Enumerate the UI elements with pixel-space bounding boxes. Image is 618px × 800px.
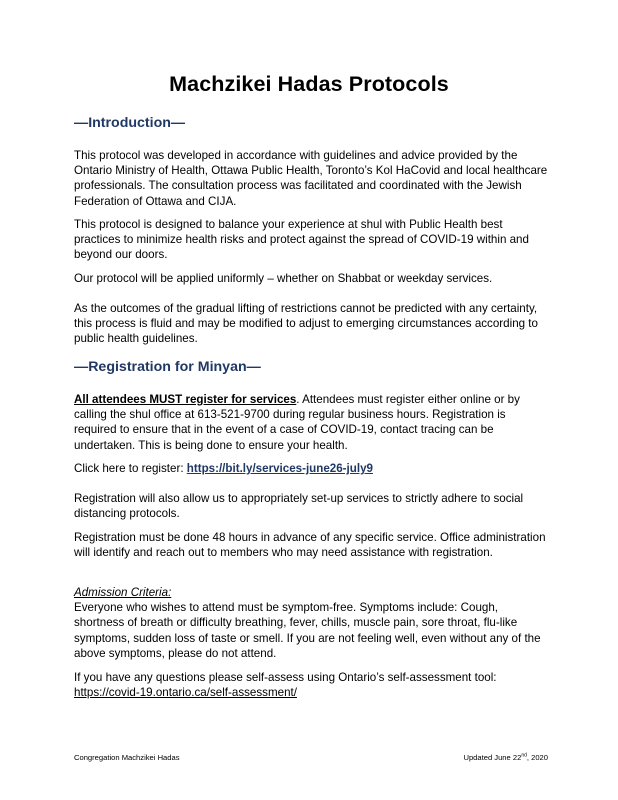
footer-updated-sup: nd <box>521 752 527 759</box>
admission-criteria-label: Admission Criteria: <box>74 586 172 599</box>
self-assessment-link[interactable]: https://covid-19.ontario.ca/self-assessment/ <box>74 686 297 700</box>
admission-criteria <box>74 585 548 661</box>
register-requirement-emphasis: All attendees MUST register for services <box>74 393 297 406</box>
admission-criteria-text: Everyone who wishes to attend must be symptom-free. Symptoms include: Cough, shortness of breath or difficulty breathing, fever, chills, muscle pain, sore throat, flu-like symptoms, sudden loss of taste or smell. If you are not feeling well, even without any of the above symptoms, please do not attend. <box>74 601 541 660</box>
intro-paragraph-3 <box>74 271 548 286</box>
registration-paragraph-1-text <box>74 392 548 453</box>
registration-paragraph-1-rest: . Attendees must register either online or by calling the shul office at 613-521-9700 during regular business hours. Registration is required to ensure that in the event of a case of COVID-19, contact tracing can be undertaken. This is being done to ensure your health. <box>74 393 520 452</box>
registration-link-line <box>74 461 548 476</box>
registration-paragraph-2 <box>74 461 548 476</box>
self-assessment <box>74 670 548 700</box>
section-heading-introduction: —Introduction— <box>74 115 186 131</box>
intro-paragraph-2 <box>74 217 548 263</box>
registration-paragraph-1 <box>74 392 548 453</box>
page-title: Machzikei Hadas Protocols <box>169 72 449 96</box>
footer-congregation: Congregation Machzikei Hadas <box>74 753 180 762</box>
footer-updated-suffix: , 2020 <box>526 753 548 762</box>
register-link-prefix: Click here to register: <box>74 462 187 475</box>
intro-paragraph-4-text: As the outcomes of the gradual lifting of restrictions cannot be predicted with any certainty, this process is fluid and may be modified to adjust to emerging circumstances according to public health guidelines. <box>74 302 538 346</box>
registration-paragraph-4-text: Registration must be done 48 hours in advance of any specific service. Office administration will identify and reach out to members who may need assistance with registration. <box>74 531 546 560</box>
intro-paragraph-1-text: This protocol was developed in accordance with guidelines and advice provided by the Ontario Ministry of Health, Ottawa Public Health, Toronto’s Kol HaCovid and local healthcare professionals. The consultation process was facilitated and coordinated with the Jewish Federation of Ottawa and CIJA. <box>74 149 548 208</box>
footer-updated-date <box>463 753 548 762</box>
intro-paragraph-4 <box>74 301 548 347</box>
registration-paragraph-3-text: Registration will also allow us to appropriately set-up services to strictly adhere to social distancing protocols. <box>74 492 524 521</box>
intro-paragraph-2-text: This protocol is designed to balance your experience at shul with Public Health best practices to minimize health risks and protect against the spread of COVID-19 within and beyond our doors. <box>74 218 529 262</box>
intro-paragraph-1 <box>74 148 548 209</box>
intro-paragraph-3-text: Our protocol will be applied uniformly – whether on Shabbat or weekday services. <box>74 272 493 285</box>
registration-paragraph-3 <box>74 491 548 521</box>
footer-updated-prefix: Updated June 22 <box>463 753 522 762</box>
section-heading-registration: —Registration for Minyan— <box>74 359 261 375</box>
registration-paragraph-4 <box>74 530 548 560</box>
self-assessment-text: If you have any questions please self-assess using Ontario’s self-assessment tool: <box>74 671 497 684</box>
register-link[interactable]: https://bit.ly/services-june26-july9 <box>186 462 373 475</box>
